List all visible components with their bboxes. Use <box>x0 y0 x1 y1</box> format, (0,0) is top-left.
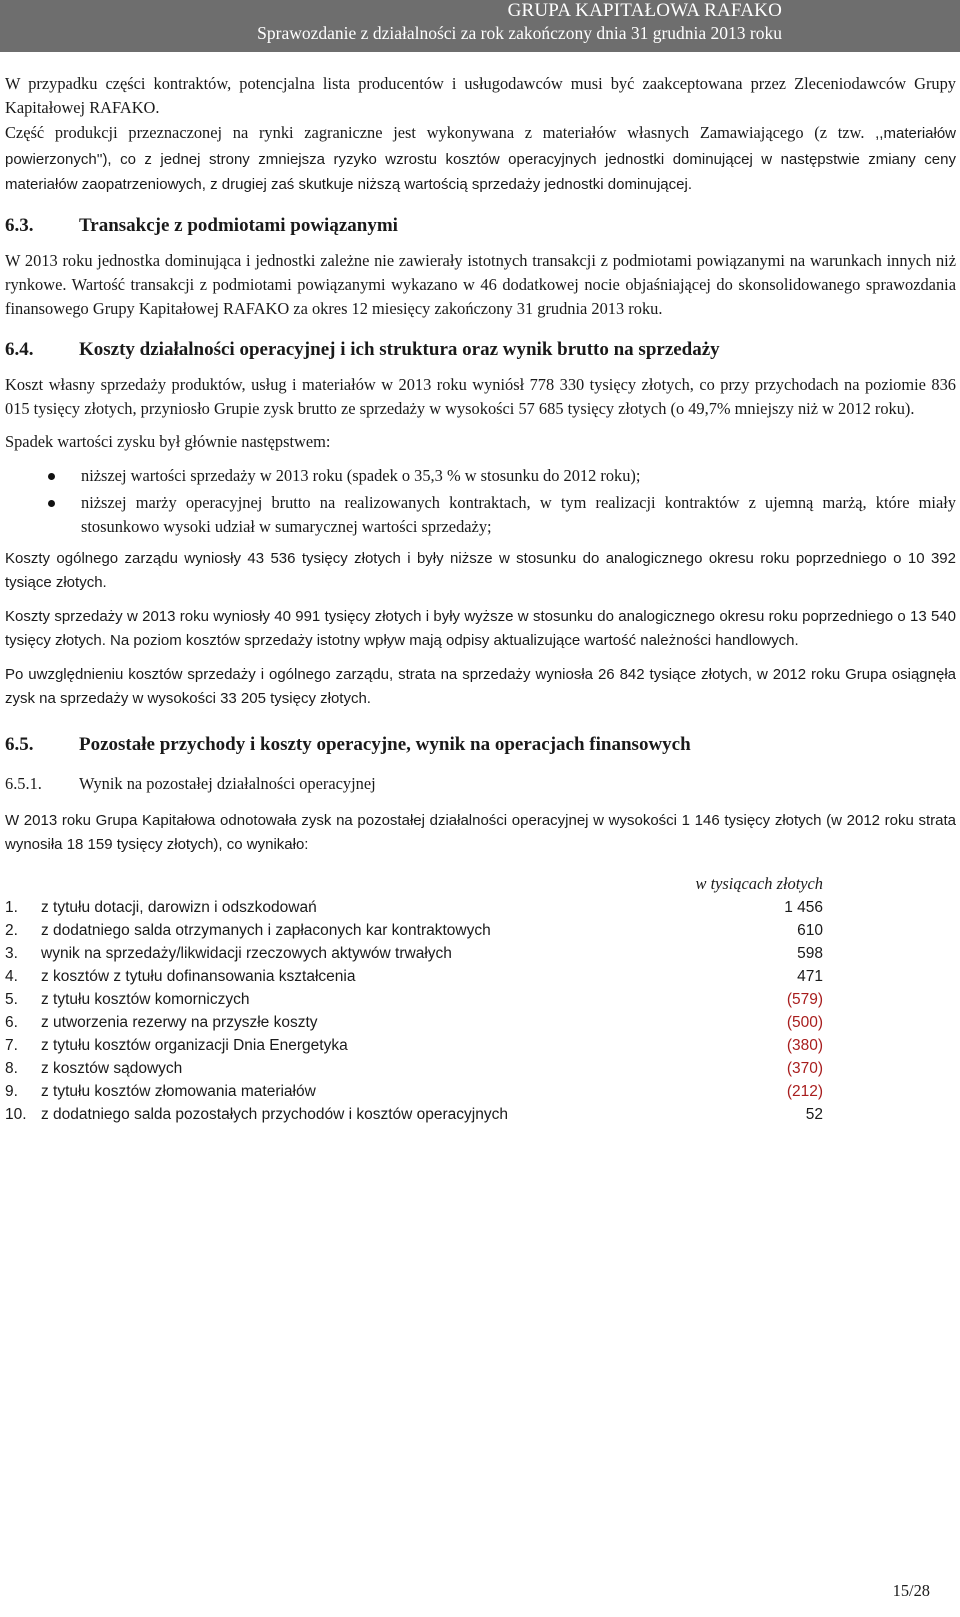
item-label: z tytułu kosztów złomowania materiałów <box>41 1082 316 1100</box>
item-label: z utworzenia rezerwy na przyszłe koszty <box>41 1013 318 1031</box>
item-label: z tytułu kosztów komorniczych <box>41 990 250 1008</box>
table-row <box>5 942 823 965</box>
unit-label: w tysiącach złotych <box>695 873 823 893</box>
paragraph-materials-part2: ,,materiałów powierzonych''), co z jednej strony zmniejsza ryzyko wzrostu kosztów operacyjnych jednostki dominującej w następstwie zmiany ceny materiałów zaopatrzeniowych, z drugiej zaś skutkuje niższą wartością sprzedaży jednostki dominującej. <box>5 125 956 193</box>
item-number: 2. <box>5 921 18 939</box>
page-header <box>0 0 960 52</box>
section-6-4-selling-costs: Koszty sprzedaży w 2013 roku wyniosły 40 991 tysięcy złotych i były wyższe w stosunku do analogicznego okresu roku poprzedniego o 13 540 tysięcy złotych. Na poziom kosztów sprzedaży istotny wpływ mają odpisy aktualizujące wartość należności handlowych. <box>5 607 956 649</box>
item-value: (500) <box>786 1013 823 1031</box>
paragraph-materials-part1: Część produkcji przeznaczonej na rynki zagraniczne jest wykonywana z materiałów własnych Zamawiającego (z tzw. <box>5 123 876 142</box>
item-label: wynik na sprzedaży/likwidacji rzeczowych aktywów trwałych <box>41 944 452 962</box>
item-value: (212) <box>786 1082 823 1100</box>
decline-reasons-list <box>5 464 956 539</box>
section-6-4-admin-costs: Koszty ogólnego zarządu wyniosły 43 536 tysięcy złotych i były niższe w stosunku do analogicznego okresu roku poprzedniego o 10 392 tysiące złotych. <box>5 549 956 591</box>
operating-items-table <box>5 896 823 1126</box>
item-value: 610 <box>797 921 823 939</box>
section-6-4-sales-result: Po uwzględnieniu kosztów sprzedaży i ogólnego zarządu, strata na sprzedaży wyniosła 26 842 tysiące złotych, w 2012 roku Grupa osiągnęła zysk na sprzedaży w wysokości 33 205 tysięcy złotych. <box>5 665 956 707</box>
item-value: 1 456 <box>784 898 823 916</box>
item-number: 6. <box>5 1013 18 1031</box>
section-number: 6.3. <box>5 214 34 236</box>
item-number: 7. <box>5 1036 18 1054</box>
item-value: (370) <box>786 1059 823 1077</box>
table-row <box>5 1011 823 1034</box>
item-value: 52 <box>805 1105 823 1123</box>
list-item: niższej marży operacyjnej brutto na realizowanych kontraktach, w tym realizacji kontraktów z ujemną marżą, które miały stosunkowo wysoki udział w sumarycznej wartości sprzedaży; <box>5 491 956 539</box>
table-row <box>5 896 823 919</box>
paragraph-contractors: W przypadku części kontraktów, potencjalna lista producentów i usługodawców musi być zaakceptowana przez Zleceniodawców Grupy Kapitałowej RAFAKO. <box>5 74 956 117</box>
section-6-4-decline-intro: Spadek wartości zysku był głównie następstwem: <box>5 431 331 451</box>
section-6-5-1-heading <box>5 772 956 796</box>
item-value: 471 <box>797 967 823 985</box>
document-body <box>5 72 956 1126</box>
section-number: 6.5. <box>5 733 34 755</box>
section-6-5-heading <box>5 732 956 758</box>
item-label: z tytułu dotacji, darowizn i odszkodowań <box>41 898 317 916</box>
table-row <box>5 919 823 942</box>
section-6-3-text: W 2013 roku jednostka dominująca i jednostki zależne nie zawierały istotnych transakcji z podmiotami powiązanymi na warunkach innych niż rynkowe. Wartość transakcji z podmiotami powiązanymi wykazano w 46 dodatkowej nocie objaśniającej do skonsolidowanego sprawozdania finansowego Grupy Kapitałowej RAFAKO za okres 12 miesięcy zakończony 31 grudnia 2013 roku. <box>5 250 956 318</box>
section-6-4-cost-paragraph: Koszt własny sprzedaży produktów, usług i materiałów w 2013 roku wyniósł 778 330 tysięcy złotych, co przy przychodach na poziomie 836 015 tysięcy złotych, przyniosło Grupie zysk brutto ze sprzedaży w wysokości 57 685 tysięcy złotych (o 49,7% mniejszy niż w 2012 roku). <box>5 374 956 418</box>
table-row <box>5 1103 823 1126</box>
section-number: 6.4. <box>5 338 34 360</box>
table-row <box>5 1057 823 1080</box>
bullet-icon <box>48 473 55 480</box>
section-title: Koszty działalności operacyjnej i ich struktura oraz wynik brutto na sprzedaży <box>79 338 720 360</box>
report-title: Sprawozdanie z działalności za rok zakończony dnia 31 grudnia 2013 roku <box>257 23 782 43</box>
item-value: (380) <box>786 1036 823 1054</box>
item-label: z kosztów sądowych <box>41 1059 183 1077</box>
bullet-icon <box>48 500 55 507</box>
section-6-4-heading <box>5 337 956 363</box>
item-number: 9. <box>5 1082 18 1100</box>
table-row <box>5 1034 823 1057</box>
item-label: z tytułu kosztów organizacji Dnia Energetyka <box>41 1036 348 1054</box>
item-value: (579) <box>786 990 823 1008</box>
item-number: 5. <box>5 990 18 1008</box>
item-label: z kosztów z tytułu dofinansowania kształcenia <box>41 967 356 985</box>
company-name: GRUPA KAPITAŁOWA RAFAKO <box>507 0 782 21</box>
item-number: 1. <box>5 898 18 916</box>
section-number: 6.5.1. <box>5 773 42 793</box>
section-title: Wynik na pozostałej działalności operacyjnej <box>79 773 376 793</box>
table-row <box>5 965 823 988</box>
item-number: 3. <box>5 944 18 962</box>
item-value: 598 <box>797 944 823 962</box>
paragraph-materials <box>5 121 956 198</box>
section-6-5-1-text: W 2013 roku Grupa Kapitałowa odnotowała zysk na pozostałej działalności operacyjnej w wysokości 1 146 tysięcy złotych (w 2012 roku strata wynosiła 18 159 tysięcy złotych), co wynikało: <box>5 811 956 853</box>
item-number: 8. <box>5 1059 18 1077</box>
item-label: z dodatniego salda otrzymanych i zapłaconych kar kontraktowych <box>41 921 491 939</box>
table-row <box>5 1080 823 1103</box>
table-row <box>5 988 823 1011</box>
table-body <box>5 896 823 1126</box>
section-title: Transakcje z podmiotami powiązanymi <box>79 214 398 236</box>
list-item: niższej wartości sprzedaży w 2013 roku (spadek o 35,3 % w stosunku do 2012 roku); <box>5 464 956 488</box>
section-6-3-heading <box>5 213 956 239</box>
item-number: 4. <box>5 967 18 985</box>
item-label: z dodatniego salda pozostałych przychodów i kosztów operacyjnych <box>41 1105 508 1123</box>
page-number: 15/28 <box>892 1581 930 1600</box>
item-number: 10. <box>5 1105 27 1123</box>
section-title: Pozostałe przychody i koszty operacyjne, wynik na operacjach finansowych <box>79 733 691 755</box>
